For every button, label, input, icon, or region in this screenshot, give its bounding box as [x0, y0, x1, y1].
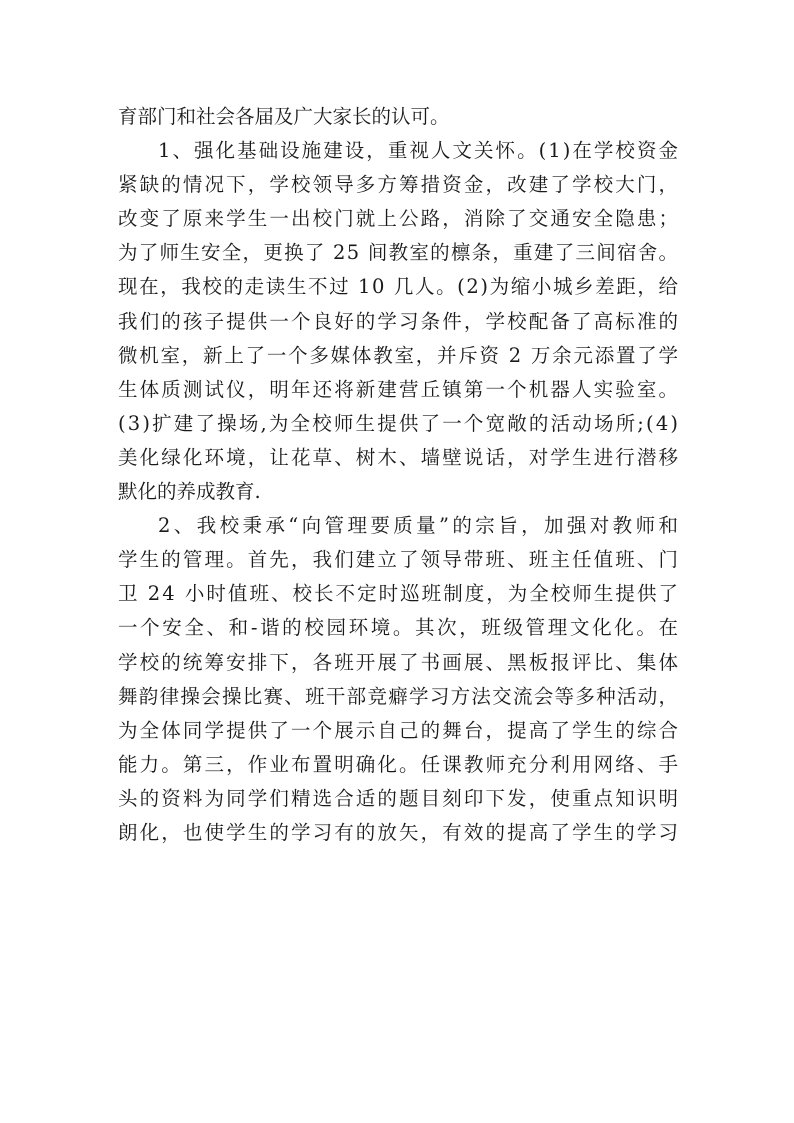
text-line: 为了师生安全，更换了 25 间教室的檩条，重建了三间宿舍。 [118, 241, 680, 265]
document-body [118, 100, 682, 850]
text-line: 学校的统筹安排下，各班开展了书画展、黑板报评比、集体 [118, 650, 681, 674]
text-line: 一个安全、和-谐的校园环境。其次，班级管理文化化。在 [118, 616, 681, 640]
text-line: 能力。第三，作业布置明确化。任课教师充分利用网络、手 [118, 752, 681, 776]
text-line: 改变了原来学生一出校门就上公路，消除了交通安全隐患； [118, 207, 681, 231]
text-line: 现在，我校的走读生不过 10 几人。(2)为缩小城乡差距，给 [118, 275, 680, 299]
text-line: 为全体同学提供了一个展示自己的舞台，提高了学生的综合 [118, 718, 681, 742]
text-line: 卫 24 小时值班、校长不定时巡班制度，为全校师生提供了 [118, 582, 681, 606]
text-line: 微机室，新上了一个多媒体教室，并斥资 2 万余元添置了学 [118, 343, 680, 367]
text-line: 我们的孩子提供一个良好的学习条件，学校配备了高标准的 [118, 309, 681, 333]
text-line: 紧缺的情况下，学校领导多方筹措资金，改建了学校大门， [118, 173, 681, 197]
text-line: 育部门和社会各届及广大家长的认可。 [118, 105, 450, 128]
text-line: 朗化，也使学生的学习有的放矢，有效的提高了学生的学习 [118, 820, 681, 844]
text-line: 学生的管理。首先，我们建立了领导带班、班主任值班、门 [118, 548, 681, 572]
text-line: 生体质测试仪，明年还将新建营丘镇第一个机器人实验室。 [118, 377, 681, 401]
text-line: 2、我校秉承“向管理要质量”的宗旨，加强对教师和 [158, 514, 682, 538]
text-line: 美化绿化环境，让花草、树木、墙壁说话，对学生进行潜移 [118, 445, 681, 469]
text-line: 头的资料为同学们精选合适的题目刻印下发，使重点知识明 [118, 786, 681, 810]
text-line: 舞韵律操会操比赛、班干部竞癖学习方法交流会等多种活动， [118, 684, 680, 708]
text-line: 1、强化基础设施建设，重视人文关怀。(1)在学校资金 [158, 139, 681, 163]
text-line: 默化的养成教育. [118, 480, 261, 504]
text-line: (3)扩建了操场,为全校师生提供了一个宽敞的活动场所;(4) [118, 411, 681, 435]
